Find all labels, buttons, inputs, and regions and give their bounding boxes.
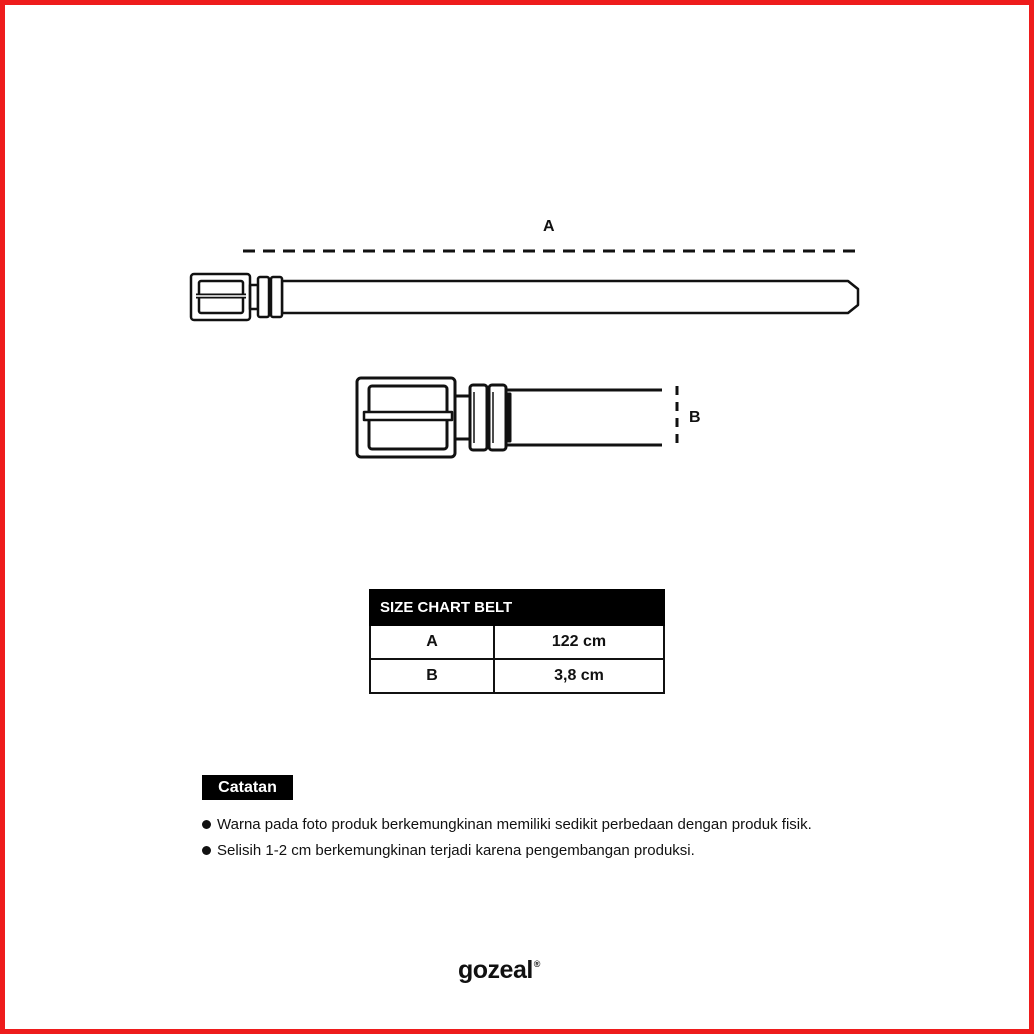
brand-logo-text: gozeal (458, 956, 533, 984)
brand-logo (458, 956, 540, 985)
bullet-icon (202, 820, 211, 829)
table-row (370, 659, 664, 693)
size-key: A (370, 625, 494, 659)
dimension-b-label: B (689, 409, 701, 426)
belt-closeup (357, 378, 662, 457)
size-value: 122 cm (494, 625, 664, 659)
list-item (202, 812, 812, 838)
notes-heading: Catatan (202, 775, 293, 800)
size-chart-title: SIZE CHART BELT (370, 590, 664, 625)
notes-list (202, 812, 812, 864)
list-item (202, 838, 812, 864)
bullet-icon (202, 846, 211, 855)
full-belt (191, 274, 858, 320)
note-text: Selisih 1-2 cm berkemungkinan terjadi karena pengembangan produksi. (217, 842, 695, 859)
size-value: 3,8 cm (494, 659, 664, 693)
registered-mark: ® (533, 959, 540, 969)
table-row (370, 625, 664, 659)
dimension-a-label: A (543, 218, 555, 235)
note-text: Warna pada foto produk berkemungkinan memiliki sedikit perbedaan dengan produk fisik. (217, 816, 812, 833)
size-chart-table (369, 589, 665, 694)
size-key: B (370, 659, 494, 693)
